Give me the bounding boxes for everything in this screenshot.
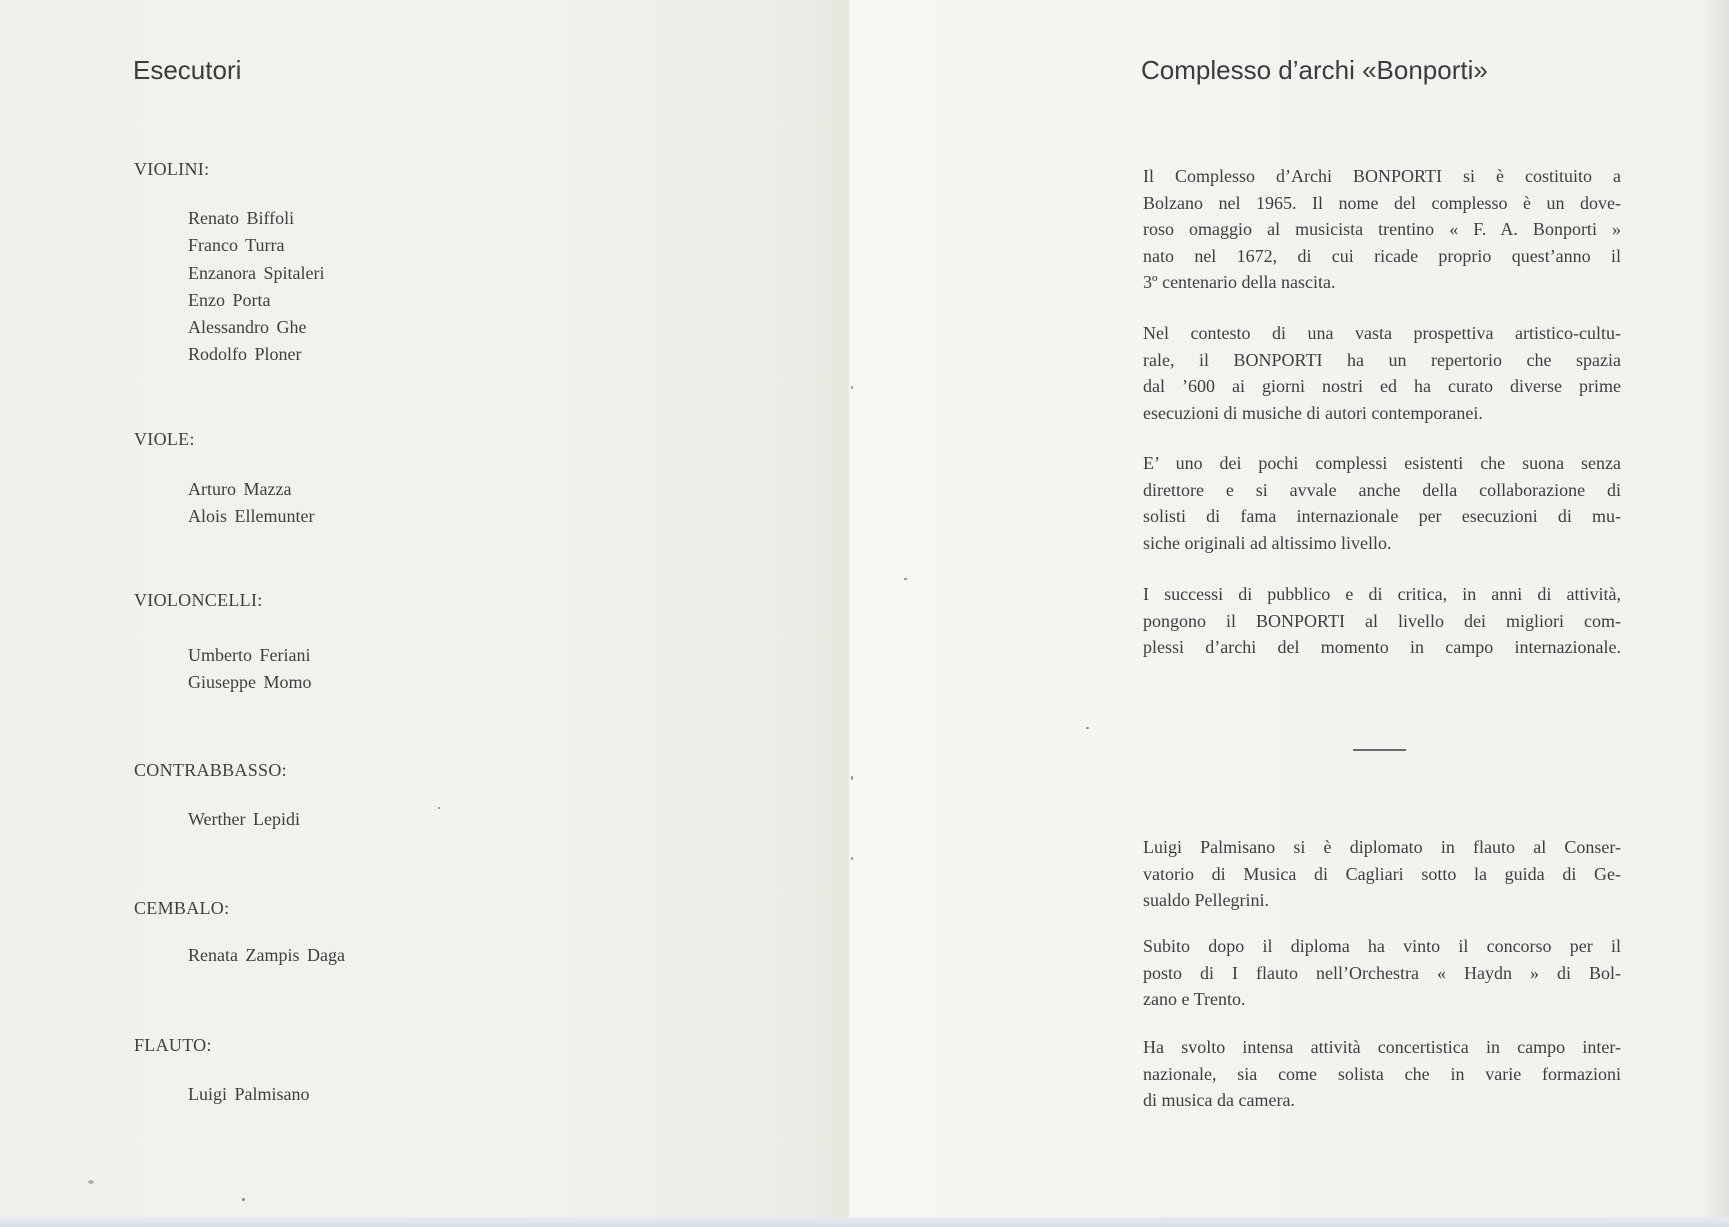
paragraph-palmisano-career: [1143, 1034, 1621, 1114]
scan-background: [0, 1217, 1729, 1227]
paragraph-founding: [1143, 163, 1621, 296]
section-label-viole: VIOLE:: [134, 429, 195, 449]
section-label-flauto: FLAUTO:: [134, 1035, 212, 1055]
paragraph-palmisano-orchestra: [1143, 933, 1621, 1013]
text-line: sualdo Pellegrini.: [1143, 890, 1269, 911]
text-line: di musica da camera.: [1143, 1090, 1295, 1111]
text-line: Il Complesso d’Archi BONPORTI si è costituito a: [1143, 166, 1621, 186]
section-label-violoncelli: VIOLONCELLI:: [134, 590, 263, 610]
text-line: Bolzano nel 1965. Il nome del complesso è un dove-: [1143, 192, 1621, 213]
paragraph-soloists: [1143, 450, 1621, 556]
performer-name: Rodolfo Ploner: [188, 344, 302, 365]
name-list-violoncelli: [188, 642, 312, 697]
paragraph-palmisano-diploma: [1143, 834, 1621, 914]
performer-name: Arturo Mazza: [188, 479, 292, 499]
performer-name: Franco Turra: [188, 235, 285, 256]
text-line: siche originali ad altissimo livello.: [1143, 532, 1392, 553]
text-line: Ha svolto intensa attività concertistica in campo inter-: [1143, 1037, 1621, 1057]
text-line: Nel contesto di una vasta prospettiva artistico-cultu-: [1143, 323, 1621, 343]
name-list-flauto: [188, 1081, 310, 1108]
performer-name: Luigi Palmisano: [188, 1084, 310, 1104]
performer-name: Enzo Porta: [188, 289, 271, 310]
text-line: pongono il BONPORTI al livello dei migliori com-: [1143, 610, 1621, 631]
performer-name: Giuseppe Momo: [188, 672, 312, 693]
text-line: E’ uno dei pochi complessi esistenti che suona senza: [1143, 453, 1621, 473]
section-label-violini: VIOLINI:: [134, 159, 210, 179]
page-fold: [848, 0, 853, 1217]
paper-speck: [1086, 727, 1089, 729]
left-page: [0, 0, 850, 1217]
paper-speck: [904, 578, 907, 580]
paper-speck: [88, 1180, 94, 1184]
paper-speck: [851, 386, 853, 389]
text-line: esecuzioni di musiche di autori contemporanei.: [1143, 402, 1483, 423]
performer-name: Werther Lepidi: [188, 809, 301, 829]
text-line: 3º centenario della nascita.: [1143, 272, 1336, 293]
paragraph-success: [1143, 581, 1621, 661]
performer-name: Enzanora Spitaleri: [188, 262, 325, 283]
paragraph-repertoire: [1143, 320, 1621, 426]
text-line: solisti di fama internazionale per esecuzioni di mu-: [1143, 506, 1621, 527]
name-list-contrabbasso: [188, 806, 300, 833]
performer-name: Umberto Feriani: [188, 645, 311, 665]
left-page-title: Esecutori: [133, 55, 242, 85]
text-line: nato nel 1672, di cui ricade proprio quest’anno il: [1143, 245, 1621, 266]
performer-name: Alessandro Ghe: [188, 317, 307, 338]
text-line: Subito dopo il diploma ha vinto il concorso per il: [1143, 936, 1621, 956]
text-line: I successi di pubblico e di critica, in anni di attività,: [1143, 584, 1621, 604]
paper-speck: [851, 857, 853, 860]
text-line: plessi d’archi del momento in campo internazionale.: [1143, 637, 1621, 658]
section-label-contrabbasso: CONTRABBASSO:: [134, 760, 287, 780]
text-line: Luigi Palmisano si è diplomato in flauto al Conser-: [1143, 837, 1621, 857]
paper-speck: [242, 1198, 245, 1201]
section-label-cembalo: CEMBALO:: [134, 898, 230, 918]
text-line: direttore e si avvale anche della collaborazione di: [1143, 479, 1621, 500]
right-page-title: Complesso d’archi «Bonporti»: [1141, 55, 1488, 85]
paper-speck: [851, 776, 853, 780]
section-divider: [1353, 749, 1406, 751]
text-line: rale, il BONPORTI ha un repertorio che spazia: [1143, 349, 1621, 370]
text-line: roso omaggio al musicista trentino « F. A. Bonporti »: [1143, 219, 1621, 240]
text-line: vatorio di Musica di Cagliari sotto la guida di Ge-: [1143, 863, 1621, 884]
performer-name: Renata Zampis Daga: [188, 945, 345, 965]
performer-name: Alois Ellemunter: [188, 506, 315, 527]
name-list-violini: [188, 205, 324, 369]
text-line: posto di I flauto nell’Orchestra « Haydn » di Bol-: [1143, 962, 1621, 983]
text-line: nazionale, sia come solista che in varie formazioni: [1143, 1063, 1621, 1084]
name-list-viole: [188, 476, 314, 531]
text-line: dal ’600 ai giorni nostri ed ha curato diverse prime: [1143, 376, 1621, 397]
paper-speck: [438, 807, 440, 809]
performer-name: Renato Biffoli: [188, 208, 295, 228]
name-list-cembalo: [188, 942, 345, 969]
text-line: zano e Trento.: [1143, 989, 1246, 1010]
